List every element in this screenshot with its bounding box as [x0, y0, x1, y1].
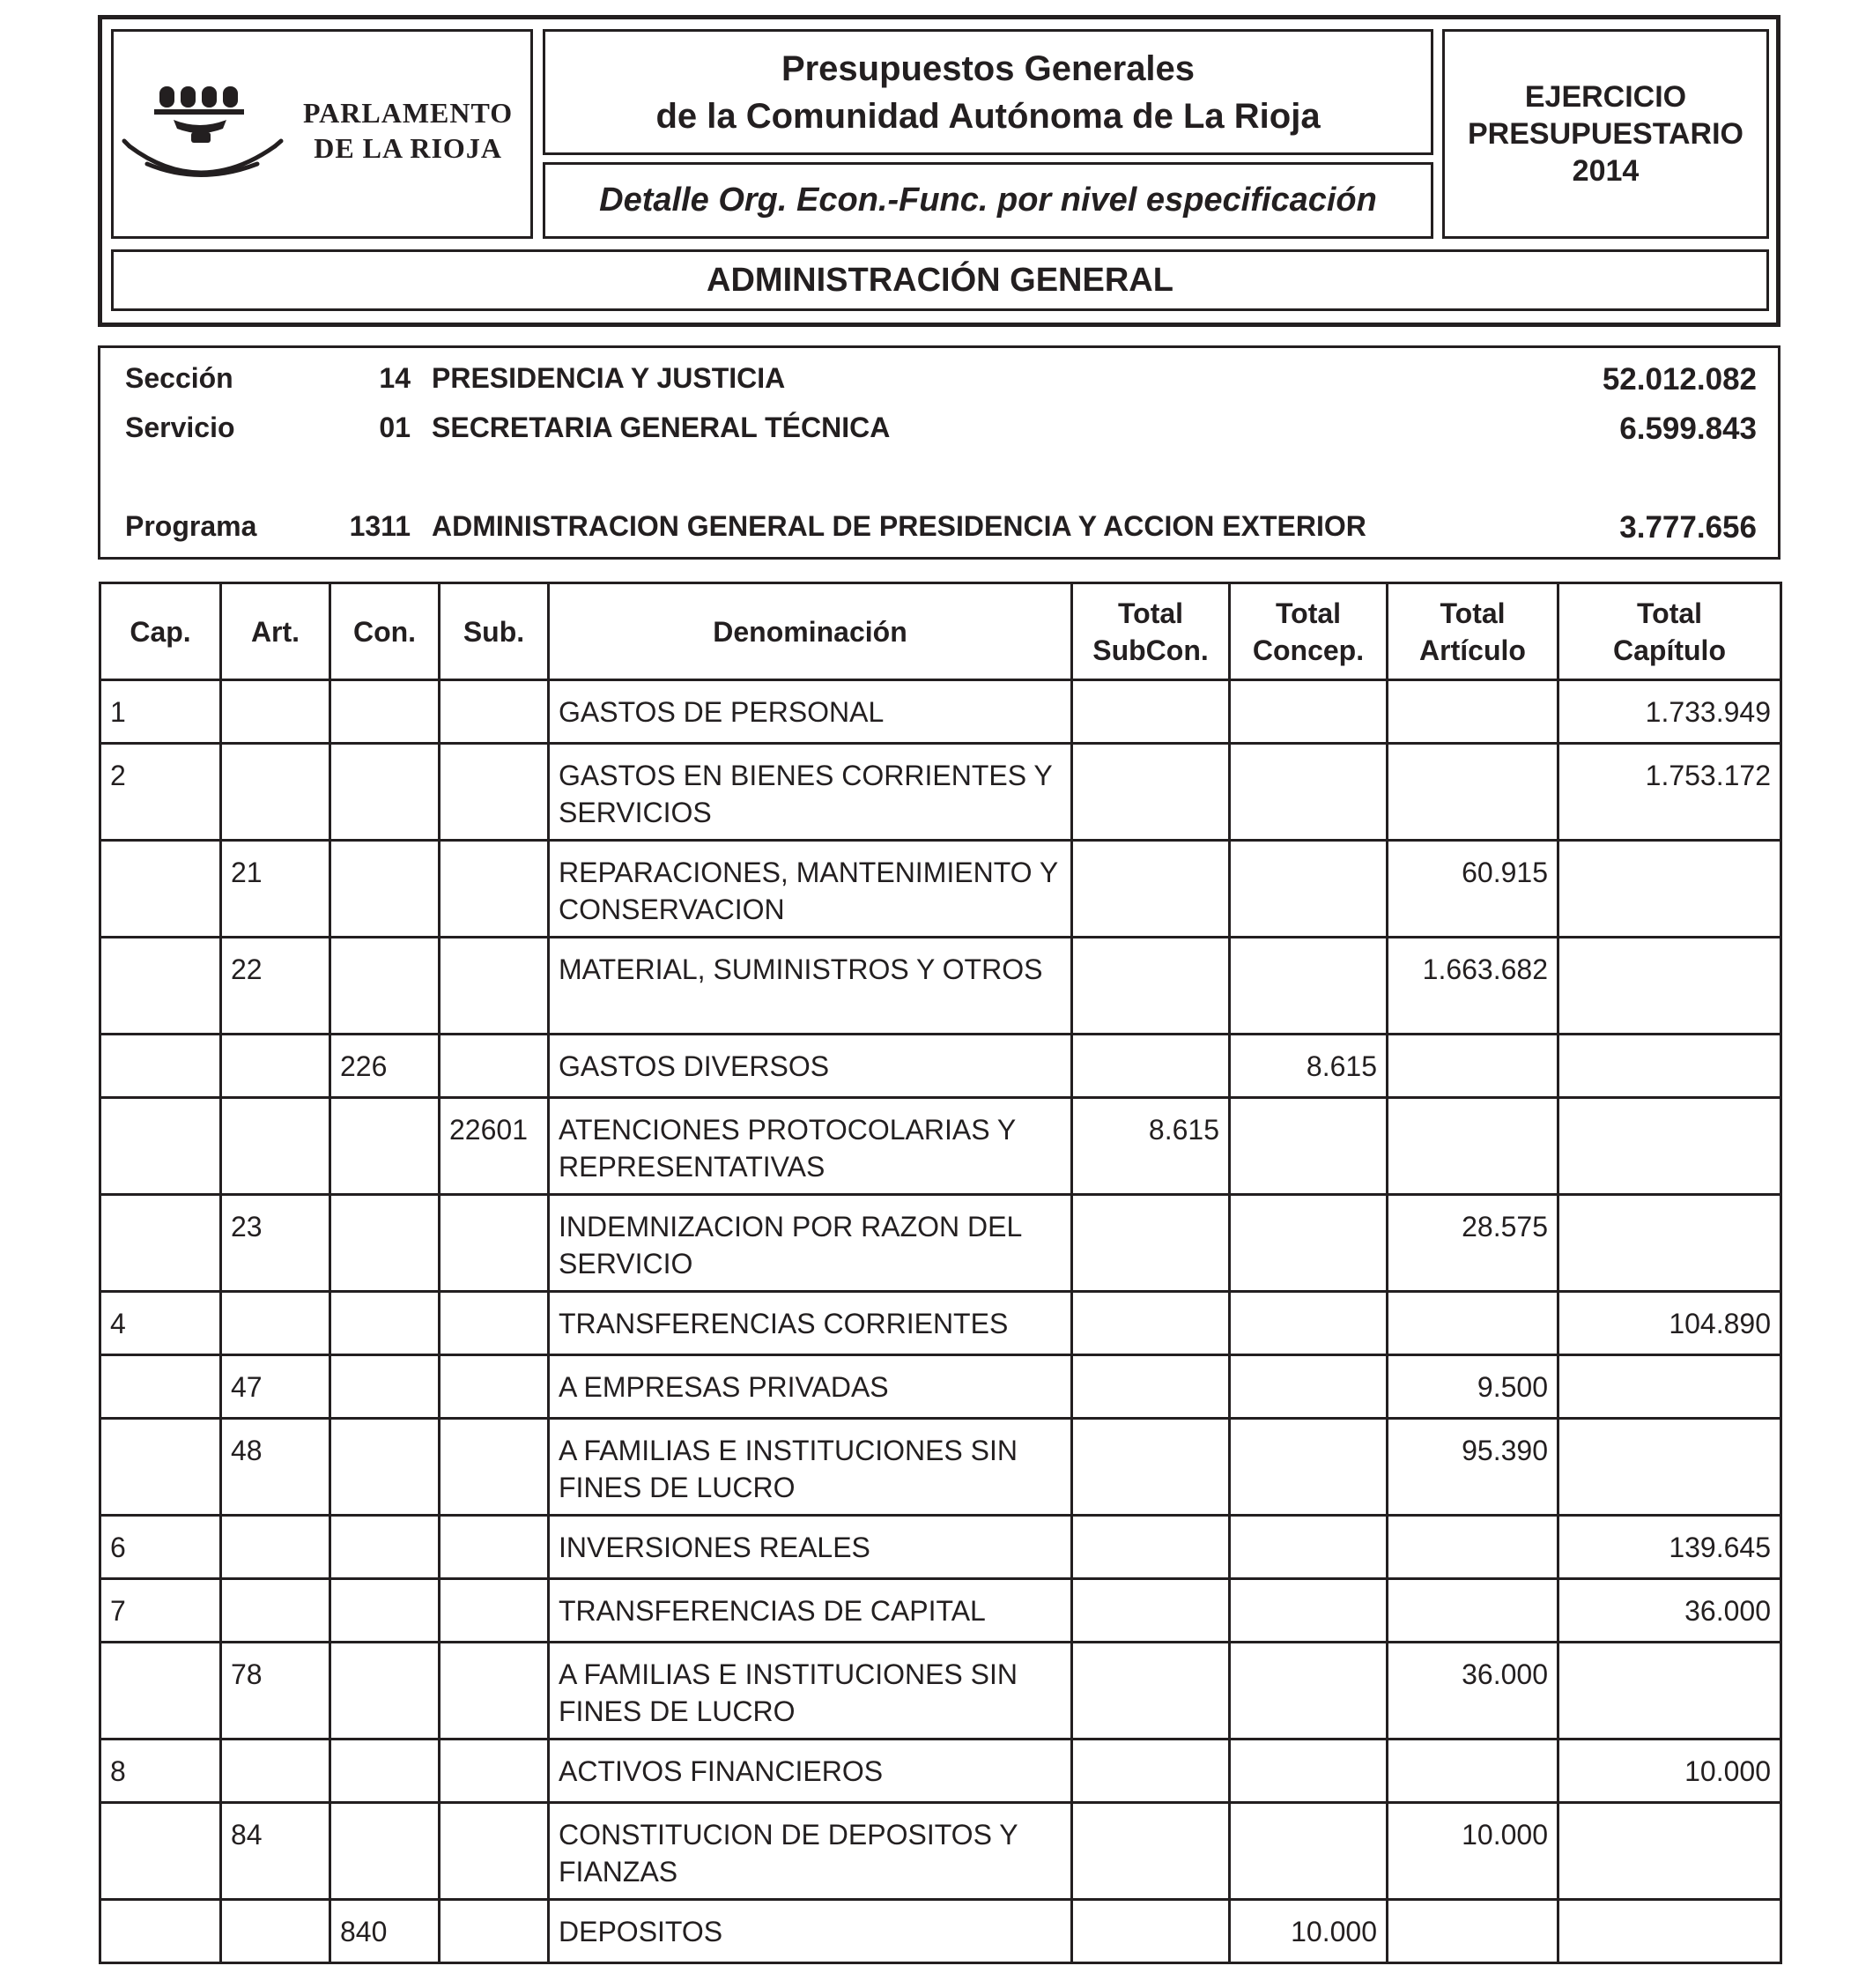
- cell-con: [330, 841, 440, 938]
- cell-art: [221, 1292, 330, 1355]
- cell-tcap: [1558, 1419, 1781, 1516]
- cell-art: [221, 1900, 330, 1963]
- cell-tcap: 104.890: [1558, 1292, 1781, 1355]
- year-line-1: EJERCICIO: [1524, 80, 1687, 114]
- cell-con: 840: [330, 1900, 440, 1963]
- cell-tart: [1388, 1035, 1558, 1098]
- cell-sub: [440, 1900, 549, 1963]
- cell-den: GASTOS EN BIENES CORRIENTES Y SERVICIOS: [549, 744, 1072, 841]
- table-row: [100, 841, 1781, 938]
- servicio-name: SECRETARIA GENERAL TÉCNICA: [432, 412, 891, 443]
- subtitle-text: Detalle Org. Econ.-Func. por nivel especificación: [599, 182, 1377, 219]
- cell-cap: [100, 1419, 221, 1516]
- cell-tcap: [1558, 1195, 1781, 1292]
- cell-tart: 9.500: [1388, 1355, 1558, 1419]
- cell-sub: [440, 1803, 549, 1900]
- cell-con: [330, 1195, 440, 1292]
- cell-tcon: [1230, 1579, 1388, 1643]
- programa-code: 1311: [349, 510, 411, 542]
- cell-art: 22: [221, 938, 330, 1035]
- table-header-row: [100, 583, 1781, 680]
- cell-art: [221, 1579, 330, 1643]
- cell-tart: [1388, 1292, 1558, 1355]
- cell-tart: 60.915: [1388, 841, 1558, 938]
- table-row: [100, 1098, 1781, 1195]
- year-value: 2014: [1572, 154, 1640, 188]
- cell-art: [221, 680, 330, 744]
- cell-tcon: [1230, 1355, 1388, 1419]
- cell-sub: [440, 1035, 549, 1098]
- table-row: [100, 1516, 1781, 1579]
- servicio-label: Servicio: [125, 412, 235, 443]
- cell-den: DEPOSITOS: [549, 1900, 1072, 1963]
- cell-tcon: [1230, 680, 1388, 744]
- cell-sub: [440, 744, 549, 841]
- header-con: Con.: [330, 583, 440, 680]
- cell-con: [330, 744, 440, 841]
- title-line-1: Presupuestos Generales: [781, 48, 1196, 88]
- cell-art: 21: [221, 841, 330, 938]
- cell-art: [221, 744, 330, 841]
- header-total-concep: Total Concep.: [1230, 583, 1388, 680]
- program-info: [98, 345, 1780, 560]
- cell-cap: 8: [100, 1740, 221, 1803]
- cell-den: A EMPRESAS PRIVADAS: [549, 1355, 1072, 1419]
- cell-tcon: [1230, 1516, 1388, 1579]
- cell-den: MATERIAL, SUMINISTROS Y OTROS: [549, 938, 1072, 1035]
- cell-art: [221, 1740, 330, 1803]
- table-row: [100, 1643, 1781, 1740]
- cell-tcon: [1230, 1098, 1388, 1195]
- cell-con: [330, 1579, 440, 1643]
- cell-tcap: [1558, 1035, 1781, 1098]
- cell-con: [330, 1355, 440, 1419]
- servicio-amount: 6.599.843: [1619, 412, 1757, 446]
- cell-tsub: [1072, 938, 1230, 1035]
- cell-tcap: [1558, 841, 1781, 938]
- cell-tcap: 1.733.949: [1558, 680, 1781, 744]
- cell-tcon: 10.000: [1230, 1900, 1388, 1963]
- table-row: [100, 938, 1781, 1035]
- cell-tsub: [1072, 1740, 1230, 1803]
- document-subtitle: [543, 162, 1433, 239]
- cell-sub: [440, 1355, 549, 1419]
- cell-con: [330, 1292, 440, 1355]
- cell-art: [221, 1098, 330, 1195]
- cell-cap: [100, 1643, 221, 1740]
- cell-cap: [100, 1803, 221, 1900]
- cell-sub: [440, 1419, 549, 1516]
- cell-tcap: [1558, 1098, 1781, 1195]
- header-sub: Sub.: [440, 583, 549, 680]
- cell-art: 84: [221, 1803, 330, 1900]
- table-row: [100, 1740, 1781, 1803]
- cell-tart: 1.663.682: [1388, 938, 1558, 1035]
- table-row: [100, 1803, 1781, 1900]
- cell-den: A FAMILIAS E INSTITUCIONES SIN FINES DE LUCRO: [549, 1419, 1072, 1516]
- cell-tcap: 36.000: [1558, 1579, 1781, 1643]
- cell-tsub: [1072, 1643, 1230, 1740]
- section-banner: [111, 249, 1769, 311]
- header-art: Art.: [221, 583, 330, 680]
- cell-tcon: [1230, 1803, 1388, 1900]
- section-banner-text: ADMINISTRACIÓN GENERAL: [707, 261, 1173, 299]
- cell-den: ACTIVOS FINANCIEROS: [549, 1740, 1072, 1803]
- table-row: [100, 1195, 1781, 1292]
- cell-sub: [440, 1740, 549, 1803]
- cell-den: REPARACIONES, MANTENIMIENTO Y CONSERVACION: [549, 841, 1072, 938]
- table-row: [100, 680, 1781, 744]
- cell-con: [330, 1098, 440, 1195]
- cell-cap: [100, 841, 221, 938]
- cell-con: [330, 1516, 440, 1579]
- cell-tsub: [1072, 1900, 1230, 1963]
- cell-cap: [100, 1195, 221, 1292]
- cell-con: [330, 680, 440, 744]
- cell-den: INDEMNIZACION POR RAZON DEL SERVICIO: [549, 1195, 1072, 1292]
- cell-tcon: [1230, 841, 1388, 938]
- cell-art: 78: [221, 1643, 330, 1740]
- seccion-amount: 52.012.082: [1602, 362, 1757, 397]
- cell-den: CONSTITUCION DE DEPOSITOS Y FIANZAS: [549, 1803, 1072, 1900]
- cell-tsub: [1072, 1419, 1230, 1516]
- cell-tcon: [1230, 744, 1388, 841]
- cell-tcon: [1230, 1419, 1388, 1516]
- cell-art: [221, 1035, 330, 1098]
- cell-tcap: [1558, 1643, 1781, 1740]
- cell-tsub: [1072, 1355, 1230, 1419]
- programa-label: Programa: [125, 510, 257, 542]
- info-row-programa: [100, 510, 1778, 554]
- logo-wordmark: [303, 95, 513, 166]
- servicio-code: 01: [379, 412, 411, 443]
- table-row: [100, 1355, 1781, 1419]
- table-row: [100, 1292, 1781, 1355]
- cell-art: 48: [221, 1419, 330, 1516]
- budget-table: [99, 582, 1782, 1964]
- cell-sub: [440, 1579, 549, 1643]
- cell-cap: 7: [100, 1579, 221, 1643]
- logo-line-1: PARLAMENTO: [303, 97, 514, 129]
- cell-tcap: 10.000: [1558, 1740, 1781, 1803]
- cell-tart: [1388, 744, 1558, 841]
- cell-sub: [440, 1292, 549, 1355]
- cell-tcap: 139.645: [1558, 1516, 1781, 1579]
- cell-sub: [440, 841, 549, 938]
- cell-art: 47: [221, 1355, 330, 1419]
- cell-den: GASTOS DIVERSOS: [549, 1035, 1072, 1098]
- cell-con: [330, 938, 440, 1035]
- cell-tcap: [1558, 1900, 1781, 1963]
- cell-den: TRANSFERENCIAS CORRIENTES: [549, 1292, 1072, 1355]
- cell-con: [330, 1740, 440, 1803]
- cell-tsub: [1072, 680, 1230, 744]
- cell-tart: [1388, 1516, 1558, 1579]
- cell-con: 226: [330, 1035, 440, 1098]
- header-denominacion: Denominación: [549, 583, 1072, 680]
- header-total-subcon: Total SubCon.: [1072, 583, 1230, 680]
- cell-con: [330, 1419, 440, 1516]
- parliament-emblem-icon: [121, 76, 297, 208]
- cell-tcap: [1558, 1355, 1781, 1419]
- cell-cap: 6: [100, 1516, 221, 1579]
- cell-cap: 1: [100, 680, 221, 744]
- cell-sub: [440, 680, 549, 744]
- cell-cap: 2: [100, 744, 221, 841]
- cell-den: ATENCIONES PROTOCOLARIAS Y REPRESENTATIVAS: [549, 1098, 1072, 1195]
- title-line-2: de la Comunidad Autónoma de La Rioja: [655, 96, 1321, 136]
- cell-con: [330, 1643, 440, 1740]
- logo-line-2: DE LA RIOJA: [314, 132, 502, 164]
- table-row: [100, 1579, 1781, 1643]
- programa-name: ADMINISTRACION GENERAL DE PRESIDENCIA Y ACCION EXTERIOR: [432, 510, 1366, 542]
- year-line-2: PRESUPUESTARIO: [1468, 117, 1743, 151]
- cell-tcap: [1558, 938, 1781, 1035]
- cell-tsub: [1072, 841, 1230, 938]
- cell-tcap: 1.753.172: [1558, 744, 1781, 841]
- seccion-name: PRESIDENCIA Y JUSTICIA: [432, 362, 786, 394]
- cell-tsub: [1072, 744, 1230, 841]
- info-row-servicio: [100, 412, 1778, 456]
- cell-sub: [440, 1643, 549, 1740]
- cell-tsub: [1072, 1579, 1230, 1643]
- cell-tcon: [1230, 1195, 1388, 1292]
- table-row: [100, 1035, 1781, 1098]
- cell-tart: [1388, 1900, 1558, 1963]
- cell-tart: [1388, 1740, 1558, 1803]
- cell-tcon: [1230, 938, 1388, 1035]
- cell-sub: [440, 1195, 549, 1292]
- table-row: [100, 744, 1781, 841]
- header-total-capitulo: Total Capítulo: [1558, 583, 1781, 680]
- seccion-code: 14: [379, 362, 411, 394]
- cell-tart: [1388, 1098, 1558, 1195]
- cell-cap: [100, 1035, 221, 1098]
- cell-art: 23: [221, 1195, 330, 1292]
- cell-cap: [100, 938, 221, 1035]
- cell-tart: 95.390: [1388, 1419, 1558, 1516]
- cell-tcon: [1230, 1740, 1388, 1803]
- cell-cap: [100, 1900, 221, 1963]
- cell-tsub: [1072, 1035, 1230, 1098]
- cell-den: A FAMILIAS E INSTITUCIONES SIN FINES DE LUCRO: [549, 1643, 1072, 1740]
- table-row: [100, 1419, 1781, 1516]
- programa-amount: 3.777.656: [1619, 510, 1757, 545]
- cell-den: TRANSFERENCIAS DE CAPITAL: [549, 1579, 1072, 1643]
- cell-tsub: [1072, 1195, 1230, 1292]
- seccion-label: Sección: [125, 362, 233, 394]
- cell-tcon: 8.615: [1230, 1035, 1388, 1098]
- cell-sub: [440, 938, 549, 1035]
- cell-sub: [440, 1516, 549, 1579]
- cell-tart: 36.000: [1388, 1643, 1558, 1740]
- cell-tsub: [1072, 1292, 1230, 1355]
- header-total-articulo: Total Artículo: [1388, 583, 1558, 680]
- cell-sub: 22601: [440, 1098, 549, 1195]
- logo-box: [111, 29, 533, 239]
- cell-art: [221, 1516, 330, 1579]
- cell-tsub: [1072, 1803, 1230, 1900]
- cell-tcap: [1558, 1803, 1781, 1900]
- header-cap: Cap.: [100, 583, 221, 680]
- cell-con: [330, 1803, 440, 1900]
- document-title: [543, 29, 1433, 155]
- info-row-seccion: [100, 362, 1778, 406]
- cell-cap: [100, 1098, 221, 1195]
- cell-tart: 10.000: [1388, 1803, 1558, 1900]
- fiscal-year-box: [1442, 29, 1769, 239]
- cell-tsub: [1072, 1516, 1230, 1579]
- cell-den: INVERSIONES REALES: [549, 1516, 1072, 1579]
- cell-tart: [1388, 1579, 1558, 1643]
- cell-den: GASTOS DE PERSONAL: [549, 680, 1072, 744]
- cell-tart: [1388, 680, 1558, 744]
- cell-tsub: 8.615: [1072, 1098, 1230, 1195]
- cell-cap: 4: [100, 1292, 221, 1355]
- cell-tcon: [1230, 1292, 1388, 1355]
- cell-tcon: [1230, 1643, 1388, 1740]
- table-row: [100, 1900, 1781, 1963]
- cell-tart: 28.575: [1388, 1195, 1558, 1292]
- cell-cap: [100, 1355, 221, 1419]
